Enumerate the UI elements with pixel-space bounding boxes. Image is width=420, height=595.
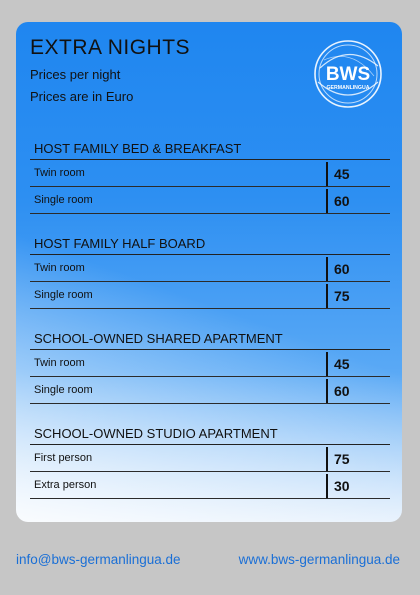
logo-text: BWS [325, 64, 371, 85]
section-host-family-half-board [30, 233, 390, 309]
price-value: 75 [326, 284, 390, 308]
section-title: HOST FAMILY BED & BREAKFAST [30, 138, 390, 160]
price-value: 60 [326, 379, 390, 403]
price-value: 60 [326, 189, 390, 213]
room-label: Single room [34, 194, 93, 206]
table-row [30, 350, 390, 377]
section-shared-apartment [30, 328, 390, 404]
section-studio-apartment [30, 423, 390, 499]
bws-logo-icon [312, 38, 384, 110]
room-label: Twin room [34, 167, 85, 179]
price-value: 30 [326, 474, 390, 498]
room-label: First person [34, 452, 93, 464]
table-row [30, 187, 390, 214]
room-label: Twin room [34, 357, 85, 369]
section-title: SCHOOL-OWNED STUDIO APARTMENT [30, 423, 390, 445]
room-label: Single room [34, 289, 93, 301]
subtitle-currency: Prices are in Euro [30, 89, 134, 104]
table-row [30, 445, 390, 472]
section-title: HOST FAMILY HALF BOARD [30, 233, 390, 255]
subtitle-prices-per-night: Prices per night [30, 67, 121, 82]
table-row [30, 472, 390, 499]
table-row [30, 160, 390, 187]
price-value: 45 [326, 162, 390, 186]
price-card [16, 22, 402, 522]
page-title: EXTRA NIGHTS [30, 36, 191, 59]
email-link[interactable]: info@bws-germanlingua.de [16, 552, 181, 567]
table-row [30, 255, 390, 282]
table-row [30, 282, 390, 309]
price-value: 45 [326, 352, 390, 376]
section-title: SCHOOL-OWNED SHARED APARTMENT [30, 328, 390, 350]
room-label: Extra person [34, 479, 97, 491]
section-host-family-bnb [30, 138, 390, 214]
room-label: Twin room [34, 262, 85, 274]
room-label: Single room [34, 384, 93, 396]
logo-subtext: GERMANLINGUA [326, 85, 370, 91]
table-row [30, 377, 390, 404]
website-link[interactable]: www.bws-germanlingua.de [238, 552, 400, 567]
price-value: 75 [326, 447, 390, 471]
price-value: 60 [326, 257, 390, 281]
